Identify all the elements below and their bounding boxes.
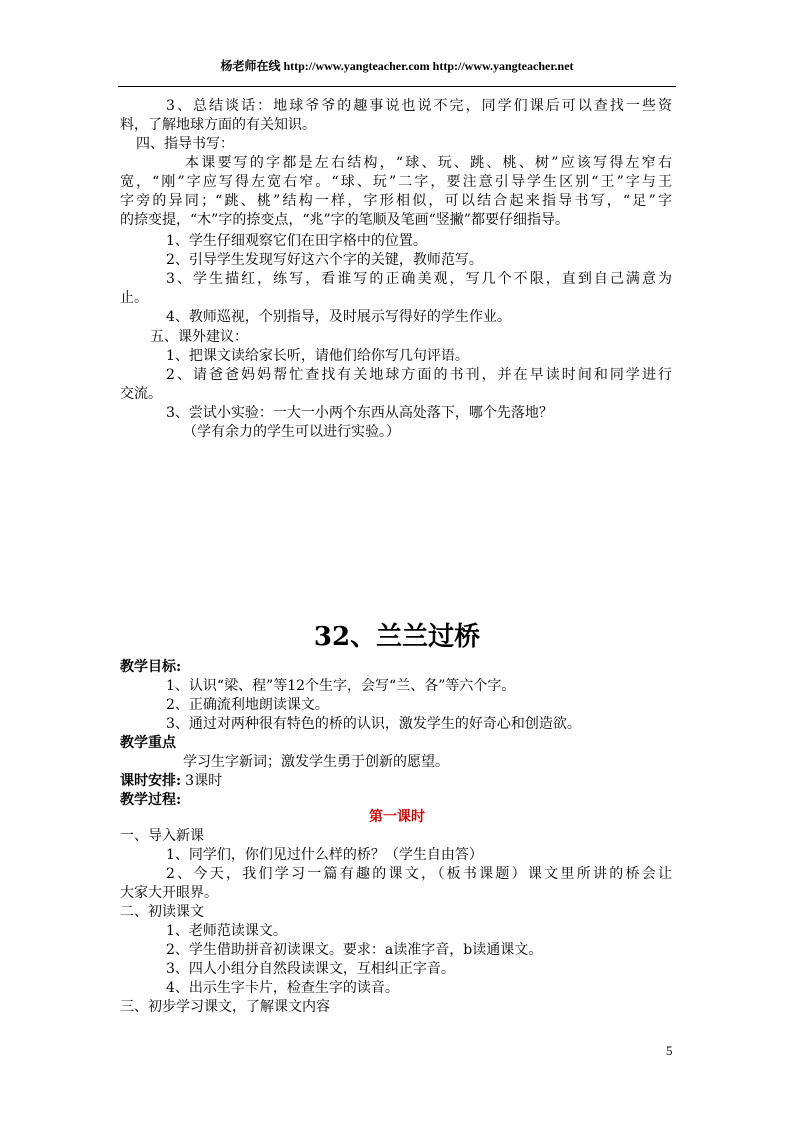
list-item: 3、四人小组分自然段读课文，互相纠正字音。 — [166, 961, 455, 977]
list-item: 2、学生借助拼音初读课文。要求：a读准字音，b读通课文。 — [166, 942, 543, 958]
paragraph-line: 3、总结谈话：地球爷爷的趣事说也说不完，同学们课后可以查找一些资 — [166, 98, 672, 114]
list-item: 1、老师范读课文。 — [166, 923, 287, 939]
list-item: 2、请爸爸妈妈帮忙查找有关地球方面的书刊，并在早读时间和同学进行 — [166, 367, 672, 383]
goal-item: 2、正确流利地朗读课文。 — [166, 697, 329, 713]
list-item: 1、把课文读给家长听，请他们给你写几句评语。 — [166, 348, 469, 364]
focus-label: 教学重点 — [120, 735, 176, 751]
process-label: 教学过程: — [120, 792, 182, 808]
goal-item: 1、认识“梁、程”等12个生字，会写“兰、各”等六个字。 — [166, 678, 516, 694]
list-item-continuation: 止。 — [120, 290, 148, 306]
list-item-continuation: 大家大开眼界。 — [120, 885, 218, 901]
section-heading: 四、指导书写： — [136, 136, 234, 152]
paragraph-line: 的捺变提，“木”字的捺变点，“兆”字的笔顺及笔画“竖撇”都要仔细指导。 — [120, 212, 569, 228]
schedule-line — [120, 772, 222, 790]
list-item-continuation: 交流。 — [120, 386, 162, 402]
paragraph-line: 料，了解地球方面的有关知识。 — [120, 117, 316, 133]
paragraph-line: 字旁的异同；“跳、桃”结构一样，字形相似，可以结合起来指导书写，“足”字 — [120, 193, 672, 209]
paragraph-line: 本课要写的字都是左右结构，“球、玩、跳、桃、树”应该写得左窄右 — [185, 155, 672, 171]
list-item: 2、引导学生发现写好这六个字的关键，教师范写。 — [166, 252, 483, 268]
section-heading: 二、初读课文 — [120, 904, 204, 920]
list-item: 1、学生仔细观察它们在田字格中的位置。 — [166, 233, 427, 249]
page-number: 5 — [666, 1043, 673, 1058]
note: （学有余力的学生可以进行实验。） — [183, 424, 400, 440]
page-header: 杨老师在线 http://www.yangteacher.com http://www.yangteacher.net — [220, 59, 574, 73]
section-heading: 五、课外建议： — [150, 329, 248, 345]
goals-label: 教学目标: — [120, 659, 182, 675]
schedule-label: 课时安排: — [120, 773, 182, 789]
schedule-value: 3课时 — [185, 773, 223, 789]
section-heading: 三、初步学习课文，了解课文内容 — [120, 999, 330, 1015]
list-item: 1、同学们，你们见过什么样的桥？（学生自由答） — [166, 847, 483, 863]
goal-item: 3、通过对两种很有特色的桥的认识，激发学生的好奇心和创造欲。 — [166, 716, 581, 732]
list-item: 3、学生描红，练写，看谁写的正确美观，写几个不限，直到自己满意为 — [166, 271, 672, 287]
header-rule — [118, 86, 676, 87]
list-item: 4、出示生字卡片，检查生字的读音。 — [166, 980, 399, 996]
focus-text: 学习生字新词；激发学生勇于创新的愿望。 — [183, 754, 449, 770]
paragraph-line: 宽，“刚”字应写得左宽右窄。“球、玩”二字，要注意引导学生区别“王”字与王 — [120, 174, 672, 190]
period-title: 第一课时 — [369, 809, 425, 825]
list-item: 3、尝试小实验：一大一小两个东西从高处落下，哪个先落地？ — [166, 405, 553, 421]
list-item: 2、今天，我们学习一篇有趣的课文，（板书课题）课文里所讲的桥会让 — [166, 866, 672, 882]
lesson-title: 32、兰兰过桥 — [313, 622, 481, 652]
section-heading: 一、导入新课 — [120, 828, 204, 844]
list-item: 4、教师巡视，个别指导，及时展示写得好的学生作业。 — [166, 309, 511, 325]
